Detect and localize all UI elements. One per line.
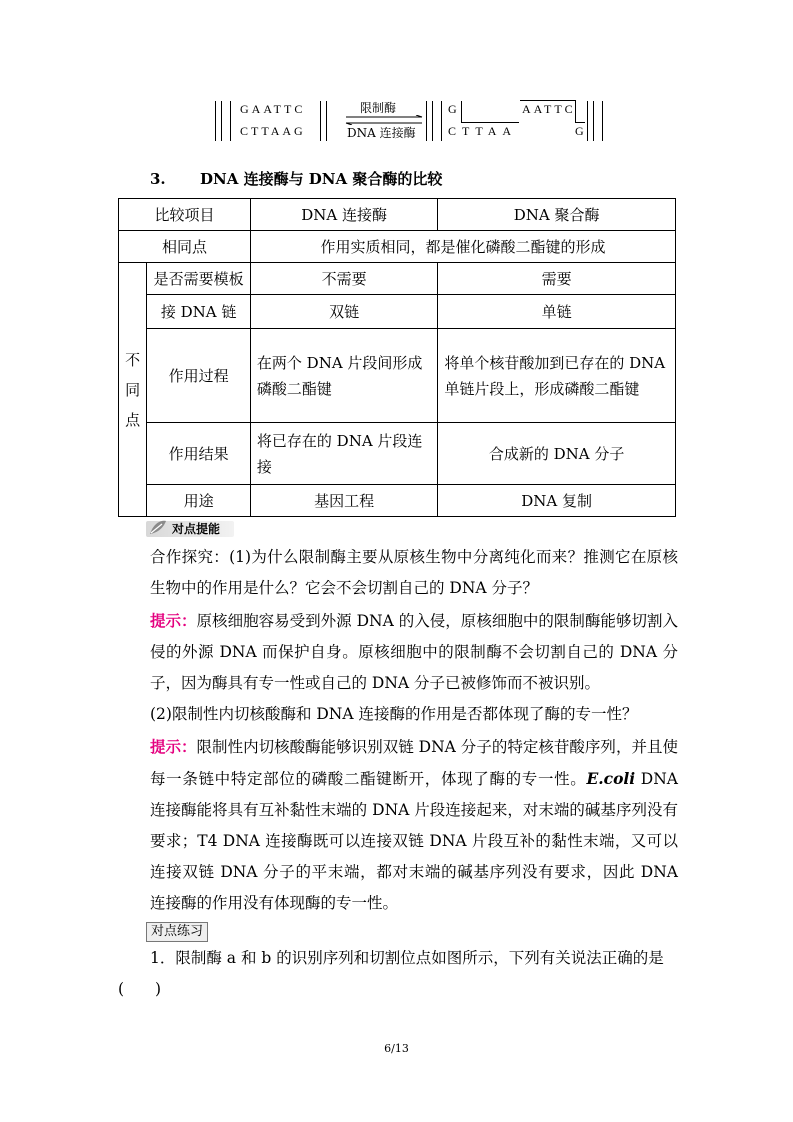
row-polymerase: 单链 [438, 295, 676, 329]
left-top-sequence: GAATTC [240, 102, 306, 116]
practice-label: 对点练习 [146, 922, 208, 942]
question-1-text: 合作探究：(1)为什么限制酶主要从原核生物中分离纯化而来？推测它在原核生物中的作用是什么？它会不会切割自己的 DNA 分子？ [150, 548, 678, 597]
answer-1-text: 原核细胞容易受到外源 DNA 的入侵，原核细胞中的限制酶能够切割入侵的外源 DNA 而保护自身。原核细胞中的限制酶不会切割自己的 DNA 分子，因为酶具有专一性或自己的 DNA 分子已被修饰而不被识别。 [150, 612, 678, 692]
row-ligase: 不需要 [250, 263, 437, 295]
dna-strand-bars-right [587, 101, 603, 141]
table-header-row [119, 199, 676, 231]
mid-top-sequence: G [448, 102, 460, 116]
answer-1 [118, 605, 678, 699]
right-bottom-sequence: G [575, 124, 587, 138]
mid-overhang-line [461, 122, 519, 123]
hint-label: 提示： [150, 737, 197, 756]
section-title-text: DNA 连接酶与 DNA 聚合酶的比较 [200, 170, 443, 188]
section-title [150, 168, 442, 189]
row-ligase: 双链 [250, 295, 437, 329]
table-row [119, 423, 676, 485]
row-ligase: 在两个 DNA 片段间形成磷酸二酯键 [250, 329, 437, 423]
row-ligase: 将已存在的 DNA 片段连接 [250, 423, 437, 485]
answer-1-block [118, 605, 678, 699]
question-1 [118, 542, 678, 604]
table-row-same [119, 231, 676, 263]
diff-label [119, 263, 147, 517]
leaf-icon [148, 518, 168, 538]
right-cut-join [575, 122, 585, 123]
row-polymerase: 将单个核苷酸加到已存在的 DNA 单链片段上，形成磷酸二酯键 [438, 329, 676, 423]
tip-badge [146, 518, 234, 538]
right-cut-line [575, 100, 576, 122]
answer-2-text-2: DNA 连接酶能将具有互补黏性末端的 DNA 片段连接起来，对末端的碱基序列没有要求；T4 DNA 连接酶既可以连接双链 DNA 片段互补的黏性末端，又可以连接双链 DNA 分子的平末端，都对末端的碱基序列没有要求，因此 DNA 连接酶的作用没有体现酶的专一性。 [150, 770, 678, 912]
row-item: 作用过程 [147, 329, 251, 423]
row-polymerase: 合成新的 DNA 分子 [438, 423, 676, 485]
row-item: 作用结果 [147, 423, 251, 485]
question-2 [118, 699, 678, 730]
header-polymerase: DNA 聚合酶 [438, 199, 676, 231]
dna-strand-bars-left [215, 101, 231, 141]
exercise-1-text: 1．限制酶 a 和 b 的识别序列和切割位点如图所示，下列有关说法正确的是 [150, 949, 664, 967]
hint-label: 提示： [150, 611, 197, 630]
row-polymerase: 需要 [438, 263, 676, 295]
same-label: 相同点 [119, 231, 251, 263]
exercise-1-block [118, 943, 678, 1005]
section-number: 3. [150, 170, 166, 188]
mid-bottom-sequence: CTTAA [448, 124, 518, 138]
left-end-line-2 [326, 101, 327, 141]
row-item: 接 DNA 链 [147, 295, 251, 329]
row-item: 是否需要模板 [147, 263, 251, 295]
comparison-table [118, 198, 676, 517]
table-row [119, 485, 676, 517]
table-row [119, 263, 676, 295]
header-ligase: DNA 连接酶 [250, 199, 437, 231]
row-polymerase: DNA 复制 [438, 485, 676, 517]
mid-cut-line [461, 101, 462, 123]
diff-label-text: 不同点 [125, 350, 141, 429]
left-bottom-sequence: CTTAAG [240, 124, 306, 138]
ecoli-text: E.coli [586, 769, 636, 788]
row-ligase: 基因工程 [250, 485, 437, 517]
exercise-blank: ( ) [118, 980, 162, 998]
left-end-line [320, 101, 321, 141]
dna-strand-bars-mid [426, 101, 442, 141]
same-value: 作用实质相同，都是催化磷酸二酯键的形成 [250, 231, 675, 263]
enzyme-restriction-label: 限制酶 [360, 101, 397, 115]
answer-2 [118, 731, 678, 919]
table-row [119, 295, 676, 329]
row-item: 用途 [147, 485, 251, 517]
header-item: 比较项目 [119, 199, 251, 231]
table-row [119, 329, 676, 423]
enzyme-ligase-label: DNA 连接酶 [347, 126, 416, 140]
question-2-text: (2)限制性内切核酸酶和 DNA 连接酶的作用是否都体现了酶的专一性？ [150, 705, 638, 723]
right-top-sequence: AATTC [522, 102, 576, 116]
exercise-1 [118, 943, 678, 1005]
tip-badge-label: 对点提能 [172, 522, 221, 536]
answer-2-text-1: 限制性内切核酸酶能够识别双链 DNA 分子的特定核苷酸序列，并且使每一条链中特定部位的磷酸二酯键断开，体现了酶的专一性。 [150, 738, 678, 788]
right-overhang-line [520, 100, 576, 101]
page-number: 6/13 [384, 1042, 409, 1055]
answer-2-block [118, 731, 678, 919]
